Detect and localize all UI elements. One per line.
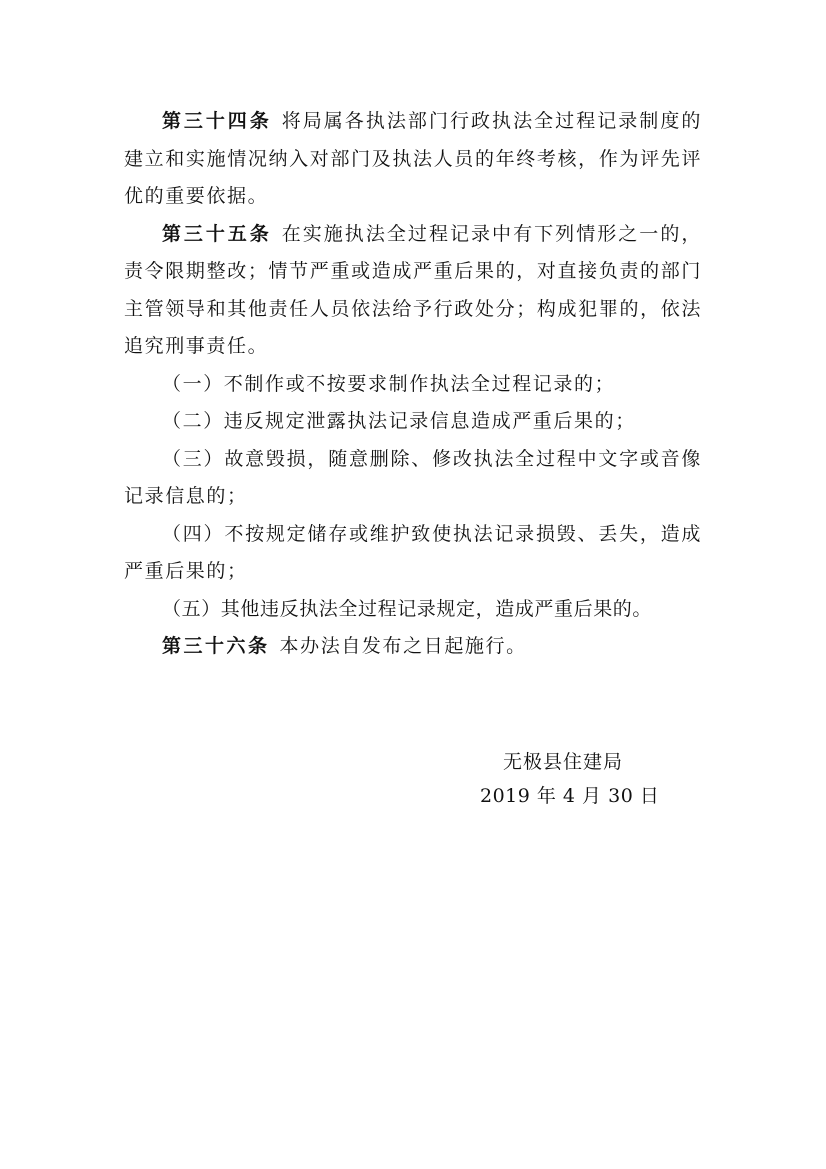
article-34-number: 第三十四条 [162,110,272,132]
list-item: （三）故意毁损，随意删除、修改执法全过程中文字或音像记录信息的； [124,447,702,507]
article-35 [124,216,702,366]
article-34-text: 将局属各执法部门行政执法全过程记录制度的建立和实施情况纳入对部门及执法人员的年终考核，作为评先评优的重要依据。 [124,110,702,207]
issuing-organization: 无极县住建局 [503,751,624,773]
list-item: （一）不制作或不按要求制作执法全过程记录的； [162,372,616,395]
article-34 [124,103,702,216]
article-36-number: 第三十六条 [162,635,270,657]
article-36 [124,628,702,666]
issue-date: 2019 年 4 月 30 日 [480,785,660,807]
list-item: （二）违反规定泄露执法记录信息造成严重后果的； [162,410,636,432]
list-item: （五）其他违反执法全过程记录规定，造成严重后果的。 [162,597,653,620]
list-item: （四）不按规定储存或维护致使执法记录损毁、丢失，造成严重后果的； [124,522,702,582]
article-36-text: 本办法自发布之日起施行。 [279,635,527,657]
article-35-number: 第三十五条 [162,222,272,245]
article-35-text: 在实施执法全过程记录中有下列情形之一的，责令限期整改；情节严重或造成严重后果的，对直接负责的部门主管领导和其他责任人员依法给予行政处分；构成犯罪的，依法追究刑事责任。 [124,222,702,357]
